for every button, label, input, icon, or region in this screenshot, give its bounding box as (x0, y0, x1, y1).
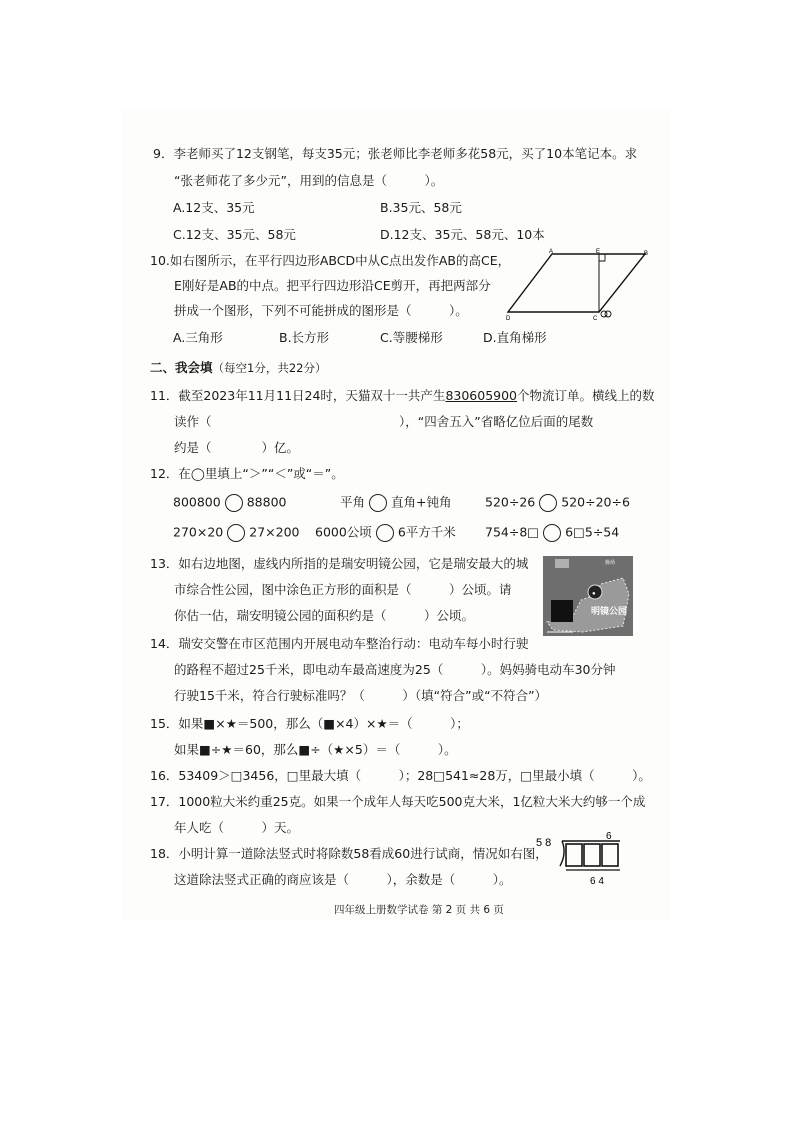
q14-line3: 行驶15千米，符合行驶标准吗？（ ）（填“符合”或“不符合”） (174, 688, 548, 703)
q10-line2: E刚好是AB的中点。把平行四边形沿CE剪开，再把两部分 (174, 278, 491, 293)
label-b: B (644, 251, 649, 257)
compare-circle[interactable] (369, 494, 387, 512)
label-c: C (593, 316, 598, 322)
compare-circle[interactable] (376, 524, 394, 542)
q9-line1: 9．李老师买了12支钢笔，每支35元；张老师比李老师多花58元，买了10本笔记本。求 (153, 146, 638, 161)
q14-line2: 的路程不超过25千米，即电动车最高速度为25（ ）。妈妈骑电动车30分钟 (174, 662, 616, 677)
label-d: D (506, 316, 511, 322)
division-quotient: 6 (606, 831, 612, 842)
q9-option-d: D.12支、35元、58元、10本 (380, 227, 545, 242)
label-e: E (596, 249, 601, 255)
q18-line2: 这道除法竖式正确的商应该是（ ），余数是（ ）。 (174, 872, 512, 887)
q12-row1-col2: 平角 直角+钝角 (340, 494, 452, 512)
q15-line1: 15．如果■×★＝500，那么（■×4）×★＝（ ）； (150, 716, 469, 731)
q11-line1: 11．截至2023年11月11日24时，天猫双十一共产生830605900个物流订单。横线上的数 (150, 388, 655, 403)
section2-title: 二、我会填（每空1分，共22分） (150, 360, 327, 375)
q12-row1-col1: 800800 88800 (173, 494, 286, 512)
q9-option-a: A.12支、35元 (173, 200, 255, 215)
parallelogram-figure (505, 246, 655, 322)
map-small-label: 操场 (605, 560, 616, 566)
q12-row2-col2: 6000公顷 6平方千米 (315, 524, 456, 542)
q12-row1-col3: 520÷26 520÷20÷6 (485, 494, 630, 512)
division-divisor: 5 8 (536, 837, 552, 849)
q11-line2: 读作（ ），“四舍五入”省略亿位后面的尾数 (174, 414, 594, 429)
label-a: A (549, 249, 554, 255)
q10-option-b: B.长方形 (279, 330, 330, 345)
page-footer: 四年级上册数学试卷 第 2 页 共 6 页 (334, 904, 504, 916)
division-remainder: 6 4 (590, 876, 604, 887)
q9-line2: “张老师花了多少元”，用到的信息是（ ）。 (174, 173, 444, 188)
compare-circle[interactable] (227, 524, 245, 542)
q12-row2-col3: 754÷8□ 6□5÷54 (485, 524, 619, 542)
compare-circle[interactable] (539, 494, 557, 512)
q17-line2: 年人吃（ ）天。 (174, 820, 300, 835)
compare-circle[interactable] (225, 494, 243, 512)
q17-line1: 17．1000粒大米约重25克。如果一个成年人每天吃500克大米，1亿粒大米大约够一个成 (150, 794, 646, 809)
q10-option-c: C.等腰梯形 (380, 330, 443, 345)
compare-circle[interactable] (543, 524, 561, 542)
q10-option-a: A.三角形 (173, 330, 223, 345)
park-map-image (543, 556, 633, 636)
q12-line1: 12．在◯里填上“＞”“＜”或“＝”。 (150, 466, 344, 481)
q13-line1: 13．如右边地图，虚线内所指的是瑞安明镜公园，它是瑞安最大的城 (150, 556, 529, 571)
q10-option-d: D.直角梯形 (483, 330, 547, 345)
q16-line1: 16．53409＞□3456，□里最大填（ ）；28□541≈28万，□里最小填（ ）。 (150, 768, 651, 783)
map-park-label: 明镜公园 (591, 606, 628, 616)
q10-line1: 10.如右图所示，在平行四边形ABCD中从C点出发作AB的高CE， (150, 253, 511, 268)
svg-text:●: ● (592, 591, 596, 597)
q12-row2-col1: 270×20 27×200 (173, 524, 300, 542)
q9-option-c: C.12支、35元、58元 (173, 227, 296, 242)
q13-line3: 你估一估，瑞安明镜公园的面积约是（ ）公顷。 (174, 608, 475, 623)
q9-option-b: B.35元、58元 (380, 200, 462, 215)
long-division-figure (534, 828, 626, 890)
q15-line2: 如果■÷★＝60，那么■÷（★×5）＝（ ）。 (174, 742, 457, 757)
q13-line2: 市综合性公园，图中涂色正方形的面积是（ ）公顷。请 (174, 582, 512, 597)
q18-line1: 18．小明计算一道除法竖式时将除数58看成60进行试商，情况如右图， (150, 846, 548, 861)
q14-line1: 14．瑞安交警在市区范围内开展电动车整治行动：电动车每小时行驶 (150, 636, 529, 651)
q11-line3: 约是（ ）亿。 (174, 440, 300, 455)
q10-line3: 拼成一个图形，下列不可能拼成的图形是（ ）。 (174, 303, 468, 318)
